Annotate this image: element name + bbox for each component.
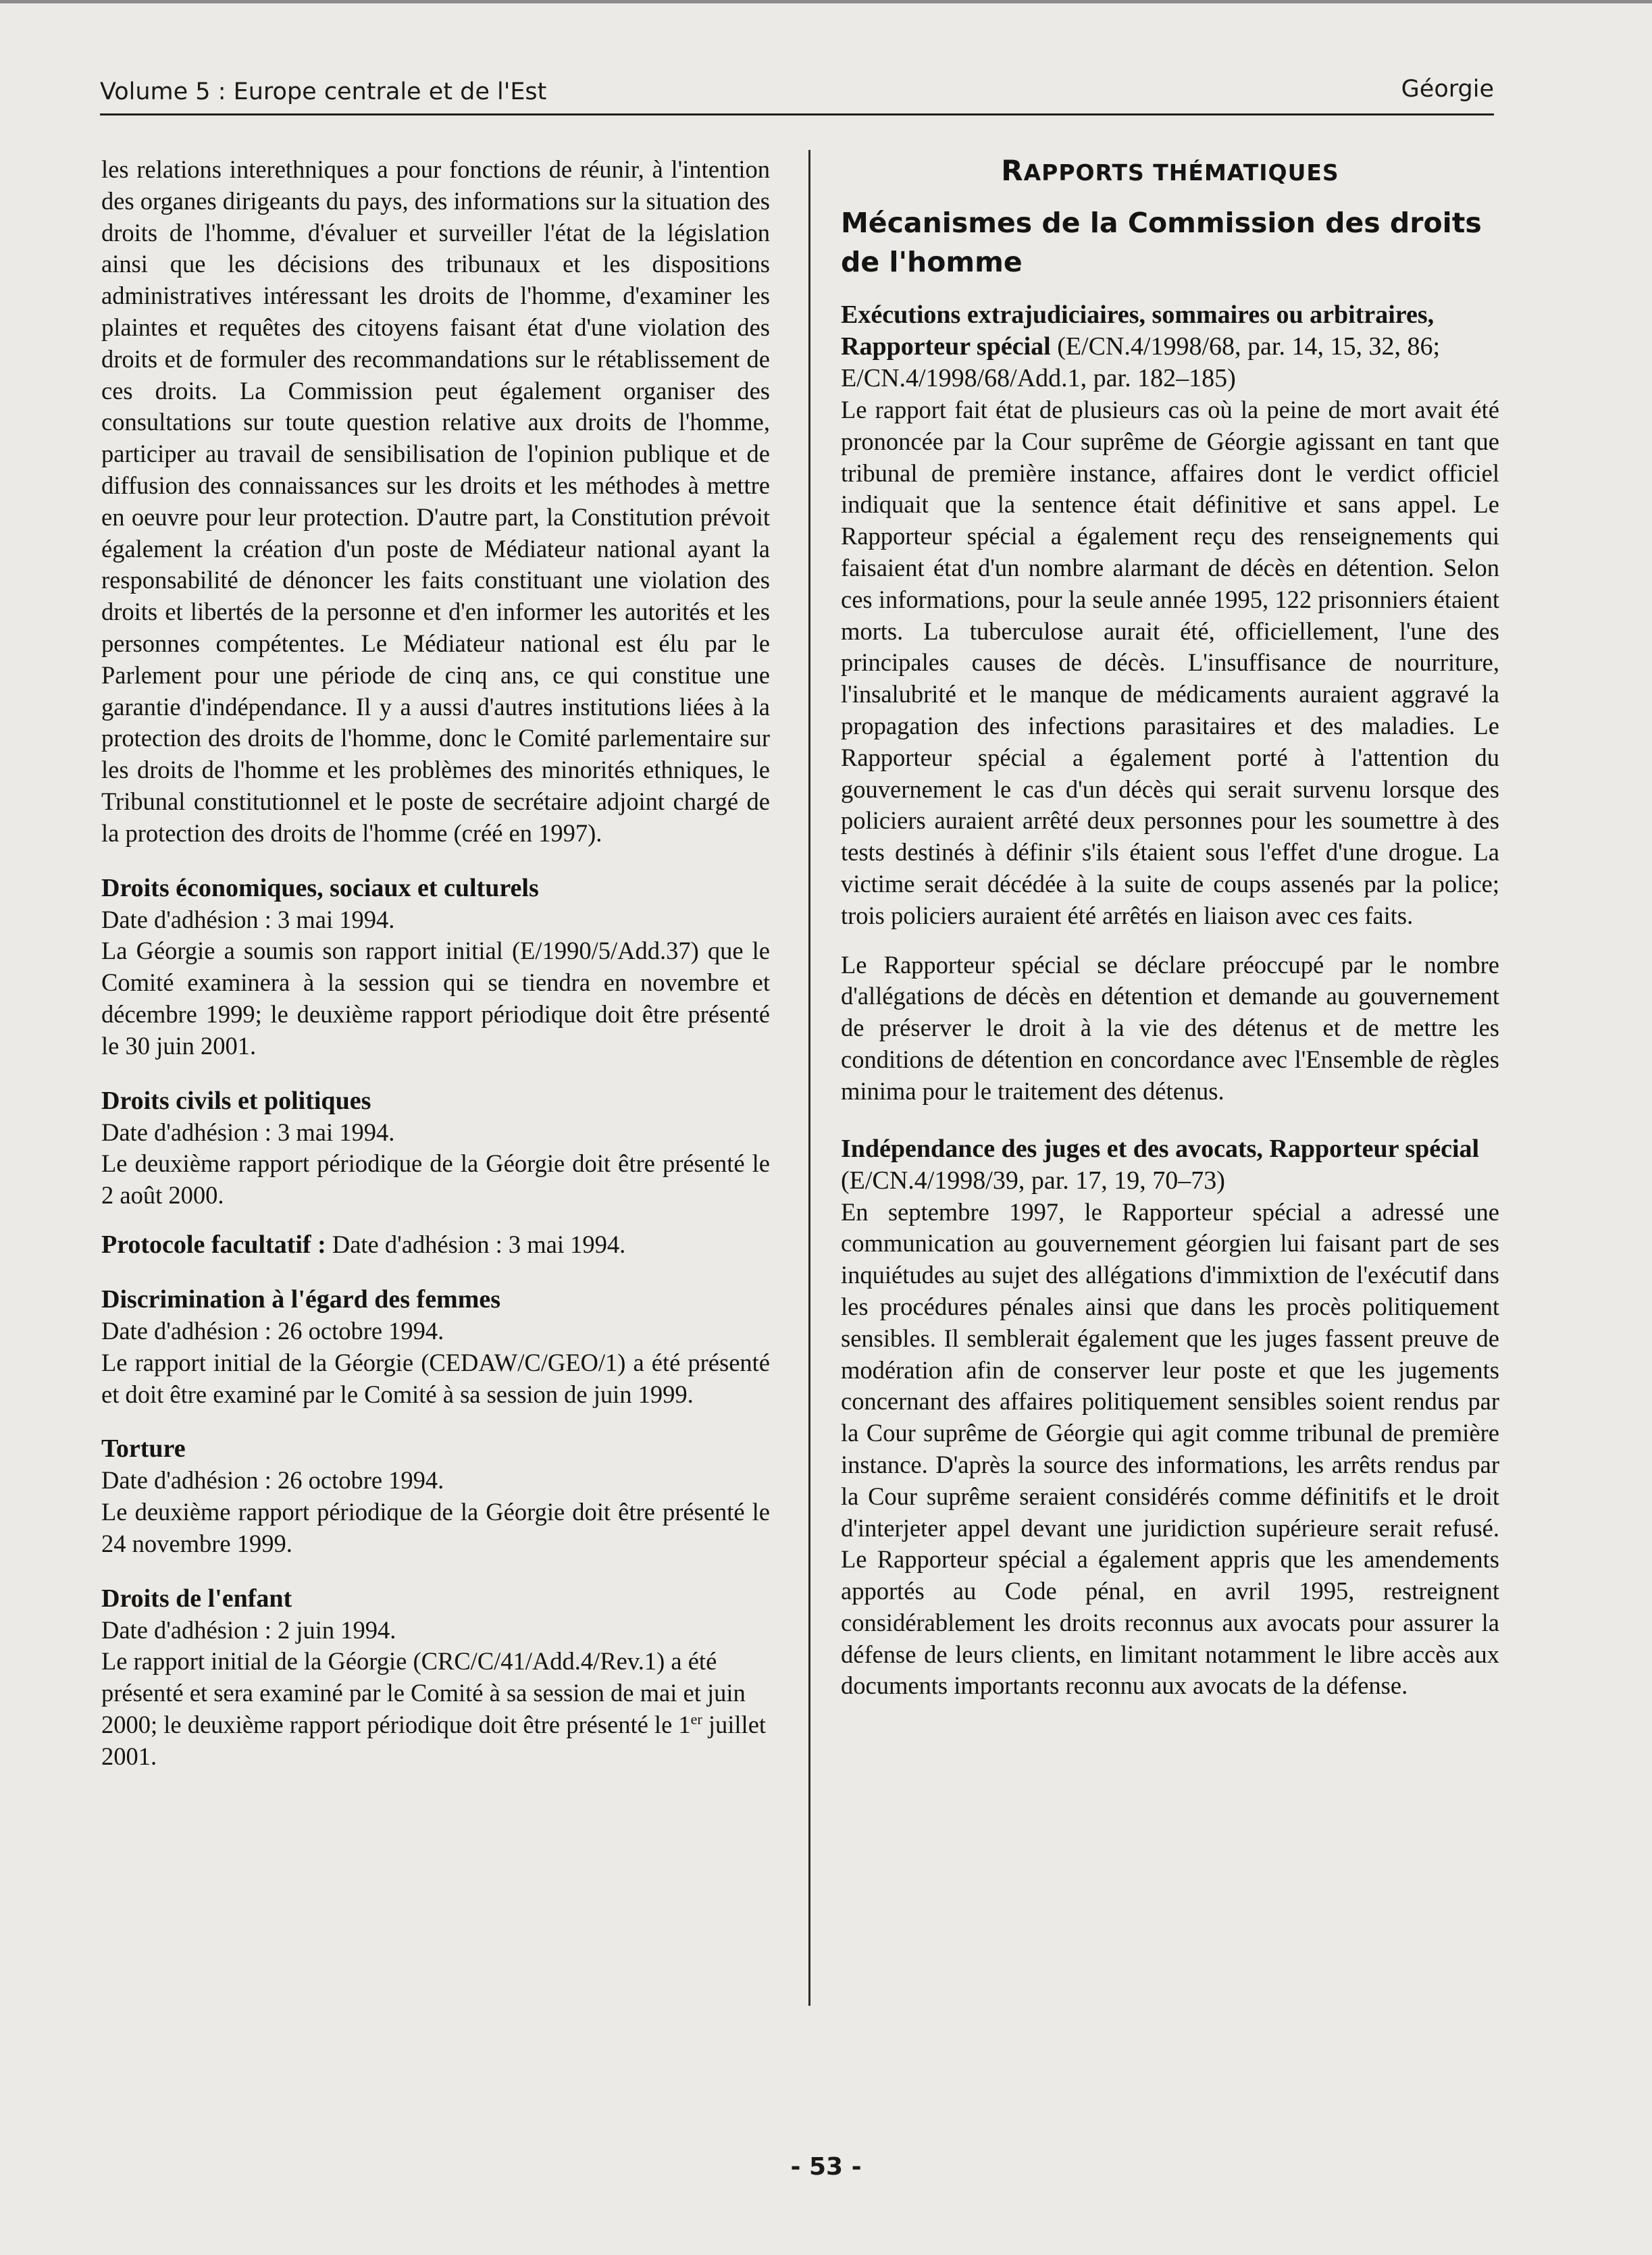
section-title-protocol: Protocole facultatif :: [101, 1230, 326, 1259]
header-volume: Volume 5 : Europe centrale et de l'Est: [100, 78, 547, 105]
report-heading-judges: [841, 1133, 1499, 1197]
header-country: Géorgie: [1401, 76, 1494, 103]
top-edge: [0, 0, 1652, 3]
section-date-escr: Date d'adhésion : 3 mai 1994.: [101, 905, 395, 933]
right-column: [841, 150, 1499, 1702]
report-ref-judges: (E/CN.4/1998/39, par. 17, 19, 70–73): [841, 1166, 1225, 1195]
title-initial: R: [1001, 154, 1024, 187]
report-title-judges: Indépendance des juges et des avocats, Rapporteur spécial: [841, 1134, 1480, 1163]
section-text-crc: [101, 1646, 770, 1772]
page-number: - 53 -: [790, 2153, 862, 2181]
section-title-escr: Droits économiques, sociaux et culturels: [101, 873, 539, 902]
section-text-cedaw: Le rapport initial de la Géorgie (CEDAW/C/GEO/1) a été présenté et doit être examiné par le Comité à sa session de juin 1999.: [101, 1348, 770, 1408]
section-title-ccpr: Droits civils et politiques: [101, 1086, 371, 1115]
crc-text-sup: er: [690, 1710, 702, 1728]
running-header: [100, 73, 1494, 113]
thematic-reports-title: [841, 154, 1499, 190]
report-paragraph-executions-2: Le Rapporteur spécial se déclare préoccupé par le nombre d'allégations de décès en détention et demande au gouvernement de préserver le droit à la vie des détenus et de mettre les conditions de détention en concordance avec l'Ensemble de règles minima pour le traitement des détenus.: [841, 950, 1499, 1105]
report-ref-executions: (E/CN.4/1998/68, par. 14, 15, 32, 86; E/CN.4/1998/68/Add.1, par. 182–185): [841, 332, 1440, 392]
section-text-ccpr: Le deuxième rapport périodique de la Géorgie doit être présenté le 2 août 2000.: [101, 1149, 770, 1210]
section-date-crc: Date d'adhésion : 2 juin 1994.: [101, 1615, 396, 1644]
report-paragraph-executions-1: Le rapport fait état de plusieurs cas où la peine de mort avait été prononcée par la Cour suprême de Géorgie agissant en tant que tribunal de première instance, affaires dont le verdict officiel indiquait que la sentence était définitive et sans appel. Le Rapporteur spécial a également reçu des renseignements qui faisaient état d'un nombre alarmant de décès en détention. Selon ces informations, pour la seule année 1995, 122 prisonniers étaient morts. La tuberculose aurait été, officiellement, l'une des principales causes de décès. L'insuffisance de nourriture, l'insalubrité et le manque de médicaments auraient aggravé la propagation des infections parasitaires et des maladies. Le Rapporteur spécial a également porté à l'attention du gouvernement le cas d'un décès qui serait survenu lorsque des policiers auraient arrêté deux personnes pour les soumettre à des tests destinés à définir s'ils étaient sous l'effet d'une drogue. La victime serait décédée à la suite de coups assenés par la police; trois policiers auraient été arrêtés en liaison avec ces faits.: [841, 396, 1499, 929]
section-title-cedaw: Discrimination à l'égard des femmes: [101, 1285, 501, 1314]
crc-text-main: Le rapport initial de la Géorgie (CRC/C/41/Add.4/Rev.1) a été présenté et sera examiné par le Comité à sa session de mai et juin 2000; le deuxième rapport périodique doit être présenté le 1: [101, 1647, 746, 1739]
section-text-protocol: Date d'adhésion : 3 mai 1994.: [326, 1230, 626, 1258]
crc-text-tail: juillet 2001.: [101, 1711, 767, 1770]
section-text-escr: La Géorgie a soumis son rapport initial (E/1990/5/Add.37) que le Comité examinera à la session qui se tiendra en novembre et décembre 1999; le deuxième rapport périodique doit être présenté le 30 juin 2001.: [101, 937, 770, 1060]
report-heading-executions: [841, 299, 1499, 394]
intro-paragraph: les relations interethniques a pour fonctions de réunir, à l'intention des organes dirigeants du pays, des informations sur la situation des droits de l'homme, d'évaluer et surveiller l'état de la législation ainsi que les décisions des tribunaux et les dispositions administratives intéressant les droits de l'homme, d'examiner les plaintes et requêtes des citoyens faisant état d'une violation des droits et de formuler des recommandations sur le rétablissement de ces droits. La Commission peut également organiser des consultations sur toute question relative aux droits de l'homme, participer au travail de sensibilisation de l'opinion publique et de diffusion des connaissances sur les droits et les méthodes à mettre en oeuvre pour leur protection. D'autre part, la Constitution prévoit également la création d'un poste de Médiateur national ayant la responsabilité de dénoncer les faits constituant une violation des droits et libertés de la personne et d'en informer les autorités et les personnes compétentes. Le Médiateur national est élu par le Parlement pour une période de cinq ans, ce qui constitue une garantie d'indépendance. Il y a aussi d'autres institutions liées à la protection des droits de l'homme, donc le Comité parlementaire sur les droits de l'homme et les problèmes des minorités ethniques, le Tribunal constitutionnel et le poste de secrétaire adjoint chargé de la protection des droits de l'homme (créé en 1997).: [101, 155, 770, 847]
section-title-crc: Droits de l'enfant: [101, 1584, 292, 1613]
column-divider: [808, 150, 810, 2006]
report-paragraph-judges: En septembre 1997, le Rapporteur spécial a adressé une communication au gouvernement géorgien lui faisant part de ses inquiétudes au sujet des allégations d'immixtion de l'exécutif dans les procédures pénales ainsi que dans les procès politiquement sensibles. Il semblerait également que les juges fassent preuve de modération afin de conserver leur poste et que les jugements concernant des affaires politiquement sensibles soient rendus par la Cour suprême de Géorgie qui agit comme tribunal de première instance. D'après la source des informations, les arrêts rendus par la Cour suprême seraient considérés comme définitifs et le droit d'interjeter appel devant une juridiction supérieure serait refusé. Le Rapporteur spécial a également appris que les amendements apportés au Code pénal, en avril 1995, restreignent considérablement les droits reconnus aux avocats pour assurer la défense de leurs clients, en limitant notamment le libre accès aux documents importants reconnu aux avocats de la défense.: [841, 1197, 1499, 1700]
section-title-torture: Torture: [101, 1434, 186, 1463]
left-column: [101, 154, 770, 1773]
section-text-torture: Le deuxième rapport périodique de la Géorgie doit être présenté le 24 novembre 1999.: [101, 1498, 770, 1557]
section-date-ccpr: Date d'adhésion : 3 mai 1994.: [101, 1118, 395, 1146]
title-rest: APPORTS THÉMATIQUES: [1023, 159, 1339, 186]
section-date-torture: Date d'adhésion : 26 octobre 1994.: [101, 1466, 444, 1495]
mechanisms-title: Mécanismes de la Commission des droits de l'homme: [841, 207, 1482, 278]
section-protocol: [101, 1229, 770, 1261]
report-title-executions: Exécutions extrajudiciaires, sommaires ou arbitraires, Rapporteur spécial: [841, 301, 1435, 361]
header-rule: [100, 113, 1494, 115]
section-date-cedaw: Date d'adhésion : 26 octobre 1994.: [101, 1316, 444, 1345]
